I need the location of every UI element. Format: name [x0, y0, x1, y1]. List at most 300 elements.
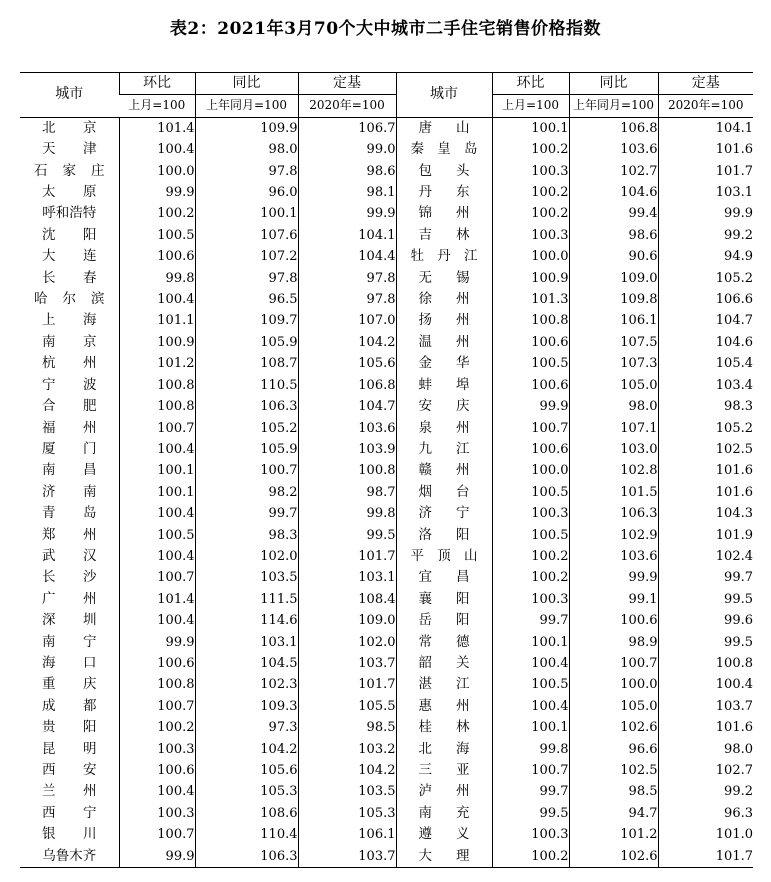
huanbi-value: 100.5	[492, 482, 569, 503]
huanbi-value: 100.1	[119, 460, 195, 481]
huanbi-value: 100.5	[492, 674, 569, 695]
city-name: 呼和浩特	[42, 205, 97, 222]
dingji-value: 101.7	[658, 846, 753, 868]
city-name: 贵阳	[42, 719, 97, 736]
header-dingji-base-right: 2020年=100	[658, 95, 753, 117]
city-name: 厦门	[42, 440, 97, 457]
tongbi-value: 90.6	[569, 246, 658, 267]
dingji-value: 99.0	[298, 139, 396, 160]
dingji-value: 108.4	[298, 589, 396, 610]
tongbi-value: 102.3	[195, 674, 298, 695]
tongbi-value: 105.6	[195, 760, 298, 781]
dingji-value: 103.7	[298, 653, 396, 674]
tongbi-value: 98.6	[569, 225, 658, 246]
huanbi-value: 101.4	[119, 589, 195, 610]
tongbi-value: 103.6	[569, 139, 658, 160]
huanbi-value: 100.1	[119, 482, 195, 503]
huanbi-value: 100.1	[492, 632, 569, 653]
header-city-right: 城市	[396, 73, 492, 118]
table-row	[20, 203, 753, 224]
tongbi-value: 98.3	[195, 525, 298, 546]
dingji-value: 98.5	[298, 717, 396, 738]
city-name: 吉林	[396, 225, 492, 246]
tongbi-value: 99.4	[569, 203, 658, 224]
tongbi-value: 105.2	[195, 418, 298, 439]
huanbi-value: 99.7	[492, 781, 569, 802]
tongbi-value: 97.8	[195, 161, 298, 182]
city-name: 武汉	[42, 547, 97, 564]
city-name: 青岛	[42, 505, 97, 522]
tongbi-value: 105.3	[195, 781, 298, 802]
huanbi-value: 100.4	[119, 546, 195, 567]
table-row	[20, 117, 753, 139]
table-row	[20, 696, 753, 717]
huanbi-value: 100.3	[492, 589, 569, 610]
dingji-value: 104.1	[298, 225, 396, 246]
dingji-value: 103.2	[298, 739, 396, 760]
table-row	[20, 653, 753, 674]
dingji-value: 104.7	[298, 396, 396, 417]
dingji-value: 98.6	[298, 161, 396, 182]
tongbi-value: 107.2	[195, 246, 298, 267]
tongbi-value: 107.5	[569, 332, 658, 353]
dingji-value: 102.4	[658, 546, 753, 567]
dingji-value: 100.4	[658, 674, 753, 695]
tongbi-value: 109.7	[195, 310, 298, 331]
header-tongbi-base-right: 上年同月=100	[569, 95, 658, 117]
huanbi-value: 100.2	[492, 567, 569, 588]
tongbi-value: 106.1	[569, 310, 658, 331]
table-row	[20, 375, 753, 396]
huanbi-value: 99.9	[119, 846, 195, 868]
table-row	[20, 439, 753, 460]
dingji-value: 105.2	[658, 418, 753, 439]
dingji-value: 103.9	[298, 439, 396, 460]
huanbi-value: 100.3	[492, 225, 569, 246]
tongbi-value: 98.5	[569, 781, 658, 802]
huanbi-value: 100.0	[119, 161, 195, 182]
table-row	[20, 803, 753, 824]
huanbi-value: 100.4	[119, 610, 195, 631]
huanbi-value: 100.6	[119, 246, 195, 267]
city-name: 唐山	[396, 117, 492, 139]
tongbi-value: 109.9	[195, 117, 298, 139]
tongbi-value: 94.7	[569, 803, 658, 824]
tongbi-value: 101.5	[569, 482, 658, 503]
table-row	[20, 182, 753, 203]
huanbi-value: 100.6	[492, 332, 569, 353]
huanbi-value: 100.2	[119, 203, 195, 224]
table-row	[20, 760, 753, 781]
city-name: 深圳	[42, 612, 97, 629]
huanbi-value: 100.2	[119, 717, 195, 738]
dingji-value: 103.1	[298, 567, 396, 588]
tongbi-value: 99.1	[569, 589, 658, 610]
huanbi-value: 100.8	[119, 674, 195, 695]
tongbi-value: 97.3	[195, 717, 298, 738]
tongbi-value: 103.6	[569, 546, 658, 567]
tongbi-value: 102.6	[569, 846, 658, 868]
city-name: 济南	[42, 483, 97, 500]
city-name: 韶关	[396, 653, 492, 674]
city-name: 金华	[396, 353, 492, 374]
huanbi-value: 100.6	[492, 439, 569, 460]
dingji-value: 105.5	[298, 696, 396, 717]
city-name: 成都	[42, 697, 97, 714]
dingji-value: 99.2	[658, 781, 753, 802]
dingji-value: 109.0	[298, 610, 396, 631]
city-name: 牡丹江	[396, 246, 492, 267]
dingji-value: 99.6	[658, 610, 753, 631]
table-row	[20, 503, 753, 524]
dingji-value: 101.7	[658, 161, 753, 182]
city-name: 西宁	[42, 804, 97, 821]
huanbi-value: 100.7	[119, 696, 195, 717]
dingji-value: 104.2	[298, 760, 396, 781]
dingji-value: 103.7	[298, 846, 396, 868]
huanbi-value: 100.2	[492, 203, 569, 224]
tongbi-value: 99.9	[569, 567, 658, 588]
huanbi-value: 100.3	[119, 803, 195, 824]
huanbi-value: 99.9	[119, 632, 195, 653]
city-name: 常德	[396, 632, 492, 653]
huanbi-value: 100.2	[492, 139, 569, 160]
dingji-value: 106.8	[298, 375, 396, 396]
tongbi-value: 105.9	[195, 332, 298, 353]
tongbi-value: 96.0	[195, 182, 298, 203]
tongbi-value: 100.7	[569, 653, 658, 674]
city-name: 海口	[42, 654, 97, 671]
dingji-value: 106.1	[298, 824, 396, 845]
city-name: 广州	[42, 590, 97, 607]
huanbi-value: 101.3	[492, 289, 569, 310]
table-row	[20, 632, 753, 653]
city-name: 杭州	[42, 355, 97, 372]
huanbi-value: 100.1	[492, 117, 569, 139]
huanbi-value: 99.8	[119, 268, 195, 289]
tongbi-value: 102.6	[569, 717, 658, 738]
dingji-value: 97.8	[298, 289, 396, 310]
table-title: 表2：2021年3月70个大中城市二手住宅销售价格指数	[169, 19, 602, 39]
city-name: 西安	[42, 762, 97, 778]
city-name: 洛阳	[396, 525, 492, 546]
city-name: 南昌	[42, 462, 97, 479]
city-name: 北京	[42, 119, 97, 136]
dingji-value: 97.8	[298, 268, 396, 289]
city-name: 泉州	[396, 418, 492, 439]
dingji-value: 100.8	[298, 460, 396, 481]
huanbi-value: 100.7	[119, 418, 195, 439]
tongbi-value: 100.6	[569, 610, 658, 631]
dingji-value: 101.6	[658, 717, 753, 738]
dingji-value: 98.7	[298, 482, 396, 503]
city-name: 长沙	[42, 569, 97, 586]
table-row	[20, 546, 753, 567]
city-name: 北海	[396, 739, 492, 760]
dingji-value: 105.3	[298, 803, 396, 824]
huanbi-value: 100.7	[119, 567, 195, 588]
city-name: 重庆	[42, 676, 97, 693]
city-name: 南京	[42, 333, 97, 350]
tongbi-value: 104.6	[569, 182, 658, 203]
dingji-value: 101.6	[658, 482, 753, 503]
city-name: 无锡	[396, 268, 492, 289]
huanbi-value: 100.5	[119, 225, 195, 246]
city-name: 南充	[396, 803, 492, 824]
dingji-value: 101.6	[658, 460, 753, 481]
tongbi-value: 96.5	[195, 289, 298, 310]
huanbi-value: 100.7	[119, 824, 195, 845]
city-name: 丹东	[396, 182, 492, 203]
table-row	[20, 482, 753, 503]
dingji-value: 101.7	[298, 546, 396, 567]
tongbi-value: 108.7	[195, 353, 298, 374]
huanbi-value: 100.6	[119, 760, 195, 781]
huanbi-value: 100.4	[492, 696, 569, 717]
huanbi-value: 100.2	[492, 546, 569, 567]
tongbi-value: 104.5	[195, 653, 298, 674]
city-name: 兰州	[42, 783, 97, 800]
tongbi-value: 101.2	[569, 824, 658, 845]
city-name: 包头	[396, 161, 492, 182]
huanbi-value: 100.2	[492, 846, 569, 868]
city-name: 岳阳	[396, 610, 492, 631]
dingji-value: 105.4	[658, 353, 753, 374]
dingji-value: 100.8	[658, 653, 753, 674]
huanbi-value: 100.4	[119, 781, 195, 802]
dingji-value: 99.9	[298, 203, 396, 224]
huanbi-value: 100.7	[492, 760, 569, 781]
table-row	[20, 525, 753, 546]
city-name: 合肥	[42, 398, 97, 415]
tongbi-value: 100.1	[195, 203, 298, 224]
dingji-value: 99.5	[658, 632, 753, 653]
tongbi-value: 111.5	[195, 589, 298, 610]
city-name: 宜昌	[396, 567, 492, 588]
dingji-value: 94.9	[658, 246, 753, 267]
tongbi-value: 107.1	[569, 418, 658, 439]
dingji-value: 98.3	[658, 396, 753, 417]
tongbi-value: 106.3	[569, 503, 658, 524]
tongbi-value: 103.5	[195, 567, 298, 588]
city-name: 上海	[42, 312, 97, 329]
price-index-table	[20, 72, 753, 868]
tongbi-value: 105.0	[569, 696, 658, 717]
table-row	[20, 418, 753, 439]
dingji-value: 103.4	[658, 375, 753, 396]
city-name: 昆明	[42, 740, 97, 757]
city-name: 南宁	[42, 633, 97, 650]
table-row	[20, 289, 753, 310]
huanbi-value: 99.5	[492, 803, 569, 824]
dingji-value: 99.9	[658, 203, 753, 224]
dingji-value: 103.1	[658, 182, 753, 203]
tongbi-value: 109.0	[569, 268, 658, 289]
header-tongbi-right: 同比	[569, 73, 658, 95]
table-row	[20, 610, 753, 631]
city-name: 济宁	[396, 503, 492, 524]
tongbi-value: 102.9	[569, 525, 658, 546]
header-dingji-base-left: 2020年=100	[298, 95, 396, 117]
huanbi-value: 100.8	[119, 375, 195, 396]
huanbi-value: 100.8	[119, 396, 195, 417]
table-row	[20, 225, 753, 246]
city-name: 蚌埠	[396, 375, 492, 396]
tongbi-value: 107.3	[569, 353, 658, 374]
city-name: 大理	[396, 846, 492, 868]
city-name: 福州	[42, 419, 97, 436]
table-row	[20, 353, 753, 374]
huanbi-value: 100.4	[119, 289, 195, 310]
dingji-value: 105.6	[298, 353, 396, 374]
tongbi-value: 106.8	[569, 117, 658, 139]
tongbi-value: 98.2	[195, 482, 298, 503]
table-row	[20, 846, 753, 868]
dingji-value: 99.2	[658, 225, 753, 246]
huanbi-value: 100.6	[119, 653, 195, 674]
table-row	[20, 717, 753, 738]
table-row	[20, 268, 753, 289]
tongbi-value: 107.6	[195, 225, 298, 246]
dingji-value: 101.6	[658, 139, 753, 160]
dingji-value: 99.8	[298, 503, 396, 524]
header-tongbi-base-left: 上年同月=100	[195, 95, 298, 117]
huanbi-value: 100.9	[119, 332, 195, 353]
city-name: 安庆	[396, 396, 492, 417]
header-row-2	[20, 95, 753, 117]
table-row	[20, 310, 753, 331]
header-huanbi-right: 环比	[492, 73, 569, 95]
header-city-left: 城市	[20, 73, 119, 118]
huanbi-value: 100.6	[492, 375, 569, 396]
dingji-value: 102.7	[658, 760, 753, 781]
tongbi-value: 114.6	[195, 610, 298, 631]
dingji-value: 103.5	[298, 781, 396, 802]
tongbi-value: 109.8	[569, 289, 658, 310]
tongbi-value: 97.8	[195, 268, 298, 289]
huanbi-value: 100.3	[492, 503, 569, 524]
huanbi-value: 99.9	[119, 182, 195, 203]
tongbi-value: 110.4	[195, 824, 298, 845]
huanbi-value: 100.3	[119, 739, 195, 760]
huanbi-value: 99.9	[492, 396, 569, 417]
city-name: 宁波	[42, 376, 97, 393]
table-row	[20, 567, 753, 588]
header-huanbi-base-left: 上月=100	[119, 95, 195, 117]
huanbi-value: 100.1	[492, 717, 569, 738]
header-huanbi-left: 环比	[119, 73, 195, 95]
city-name: 赣州	[396, 460, 492, 481]
table-row	[20, 739, 753, 760]
dingji-value: 102.5	[658, 439, 753, 460]
header-row-1	[20, 73, 753, 95]
tongbi-value: 99.7	[195, 503, 298, 524]
huanbi-value: 100.5	[119, 525, 195, 546]
dingji-value: 99.5	[658, 589, 753, 610]
city-name: 泸州	[396, 781, 492, 802]
city-name: 太原	[42, 184, 97, 201]
dingji-value: 104.2	[298, 332, 396, 353]
city-name: 惠州	[396, 696, 492, 717]
city-name: 襄阳	[396, 589, 492, 610]
dingji-value: 101.0	[658, 824, 753, 845]
dingji-value: 105.2	[658, 268, 753, 289]
city-name: 锦州	[396, 203, 492, 224]
city-name: 徐州	[396, 289, 492, 310]
header-huanbi-base-right: 上月=100	[492, 95, 569, 117]
tongbi-value: 102.0	[195, 546, 298, 567]
dingji-value: 101.9	[658, 525, 753, 546]
city-name: 温州	[396, 332, 492, 353]
table-row	[20, 674, 753, 695]
tongbi-value: 105.0	[569, 375, 658, 396]
huanbi-value: 100.4	[119, 139, 195, 160]
dingji-value: 98.1	[298, 182, 396, 203]
huanbi-value: 100.4	[119, 439, 195, 460]
tongbi-value: 102.8	[569, 460, 658, 481]
city-name: 石家庄	[34, 162, 105, 179]
huanbi-value: 99.8	[492, 739, 569, 760]
huanbi-value: 100.5	[492, 525, 569, 546]
huanbi-value: 101.1	[119, 310, 195, 331]
table-row	[20, 246, 753, 267]
tongbi-value: 103.1	[195, 632, 298, 653]
huanbi-value: 100.0	[492, 246, 569, 267]
tongbi-value: 98.0	[569, 396, 658, 417]
dingji-value: 104.1	[658, 117, 753, 139]
dingji-value: 96.3	[658, 803, 753, 824]
dingji-value: 99.7	[658, 567, 753, 588]
header-tongbi-left: 同比	[195, 73, 298, 95]
tongbi-value: 109.3	[195, 696, 298, 717]
city-name: 天津	[42, 141, 97, 158]
dingji-value: 107.0	[298, 310, 396, 331]
tongbi-value: 104.2	[195, 739, 298, 760]
tongbi-value: 106.3	[195, 396, 298, 417]
city-name: 扬州	[396, 310, 492, 331]
dingji-value: 103.7	[658, 696, 753, 717]
huanbi-value: 100.4	[119, 503, 195, 524]
table-row	[20, 139, 753, 160]
dingji-value: 104.4	[298, 246, 396, 267]
huanbi-value: 100.3	[492, 824, 569, 845]
dingji-value: 104.7	[658, 310, 753, 331]
city-name: 湛江	[396, 674, 492, 695]
header-dingji-left: 定基	[298, 73, 396, 95]
huanbi-value: 100.9	[492, 268, 569, 289]
huanbi-value: 100.8	[492, 310, 569, 331]
tongbi-value: 100.0	[569, 674, 658, 695]
huanbi-value: 100.3	[492, 161, 569, 182]
tongbi-value: 98.0	[195, 139, 298, 160]
city-name: 乌鲁木齐	[20, 846, 119, 868]
table-row	[20, 396, 753, 417]
header-dingji-right: 定基	[658, 73, 753, 95]
table-row	[20, 161, 753, 182]
table-row	[20, 332, 753, 353]
city-name: 银川	[42, 826, 97, 843]
city-name: 哈尔滨	[34, 291, 105, 308]
city-name: 长春	[42, 269, 97, 286]
tongbi-value: 103.0	[569, 439, 658, 460]
city-name: 烟台	[396, 482, 492, 503]
huanbi-value: 100.5	[492, 353, 569, 374]
dingji-value: 104.3	[658, 503, 753, 524]
huanbi-value: 99.7	[492, 610, 569, 631]
dingji-value: 101.7	[298, 674, 396, 695]
dingji-value: 103.6	[298, 418, 396, 439]
huanbi-value: 100.7	[492, 418, 569, 439]
